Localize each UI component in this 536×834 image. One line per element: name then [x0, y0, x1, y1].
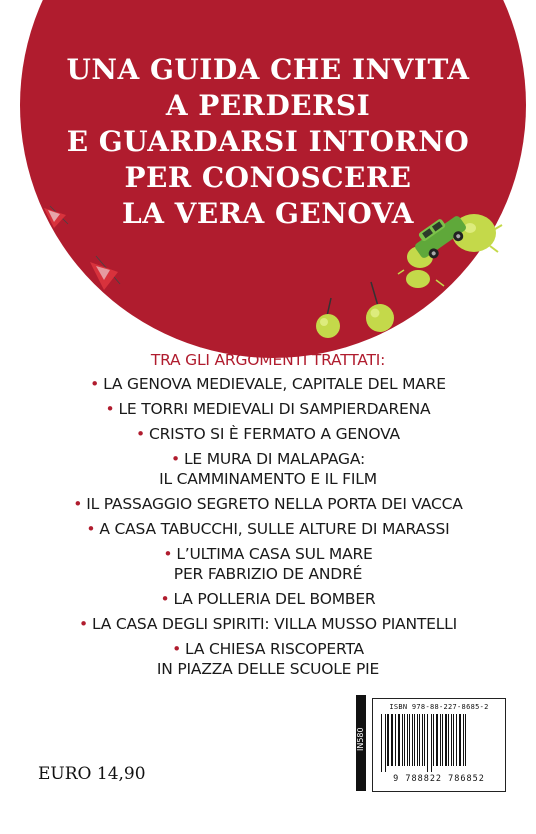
- bullet-icon: •: [90, 375, 100, 393]
- topic-text-line2: PER FABRIZIO DE ANDRÉ: [173, 565, 363, 583]
- topic-text: L’ULTIMA CASA SUL MARE: [176, 545, 373, 563]
- headline-line: PER CONOSCERE: [124, 161, 412, 194]
- headline-line: UNA GUIDA CHE INVITA: [66, 53, 470, 86]
- topic-text: LA POLLERIA DEL BOMBER: [173, 590, 376, 608]
- headline-line: E GUARDARSI INTORNO: [66, 125, 470, 158]
- topic-text-line2: IL CAMMINAMENTO E IL FILM: [159, 470, 377, 488]
- list-item: [20, 519, 516, 539]
- topic-text: LA GENOVA MEDIEVALE, CAPITALE DEL MARE: [103, 375, 446, 393]
- bullet-icon: •: [163, 545, 173, 563]
- bullet-icon: •: [172, 640, 182, 658]
- topic-text-line2: IN PIAZZA DELLE SCUOLE PIE: [156, 660, 380, 678]
- topic-text: LE MURA DI MALAPAGA:: [183, 450, 365, 468]
- price: EURO 14,90: [38, 764, 146, 784]
- list-item: [20, 399, 516, 419]
- isbn-digits: 9 788822 786852: [393, 774, 485, 784]
- topic-text: LA CASA DEGLI SPIRITI: VILLA MUSSO PIANTELLI: [91, 615, 457, 633]
- headline-line: A PERDERSI: [165, 89, 371, 122]
- bullet-icon: •: [105, 400, 115, 418]
- topics-heading: TRA GLI ARGOMENTI TRATTATI:: [150, 351, 386, 369]
- list-item: [20, 544, 516, 584]
- list-item: [20, 589, 516, 609]
- bullet-icon: •: [160, 590, 170, 608]
- headline: [40, 52, 496, 232]
- bullet-icon: •: [136, 425, 145, 443]
- list-item: [20, 374, 516, 394]
- topic-text: LE TORRI MEDIEVALI DI SAMPIERDARENA: [118, 400, 431, 418]
- bullet-icon: •: [171, 450, 180, 468]
- list-item: [20, 614, 516, 634]
- bullet-icon: •: [79, 615, 88, 633]
- bullet-icon: •: [86, 520, 96, 538]
- topic-text: A CASA TABUCCHI, SULLE ALTURE DI MARASSI: [99, 520, 450, 538]
- topic-text: IL PASSAGGIO SEGRETO NELLA PORTA DEI VACCA: [86, 495, 463, 513]
- topics-list: [20, 350, 516, 684]
- headline-line: LA VERA GENOVA: [122, 197, 414, 230]
- side-code: IN580: [356, 727, 365, 751]
- bullet-icon: •: [73, 495, 83, 513]
- barcode: [372, 698, 506, 792]
- list-item: [20, 449, 516, 489]
- barcode-bars: [379, 714, 499, 772]
- topic-text: LA CHIESA RISCOPERTA: [185, 640, 364, 658]
- list-item: [20, 639, 516, 679]
- list-item: [20, 494, 516, 514]
- topic-text: CRISTO SI È FERMATO A GENOVA: [148, 425, 400, 443]
- isbn-label: ISBN 978-88-227-8685-2: [389, 703, 489, 711]
- list-item: [20, 424, 516, 444]
